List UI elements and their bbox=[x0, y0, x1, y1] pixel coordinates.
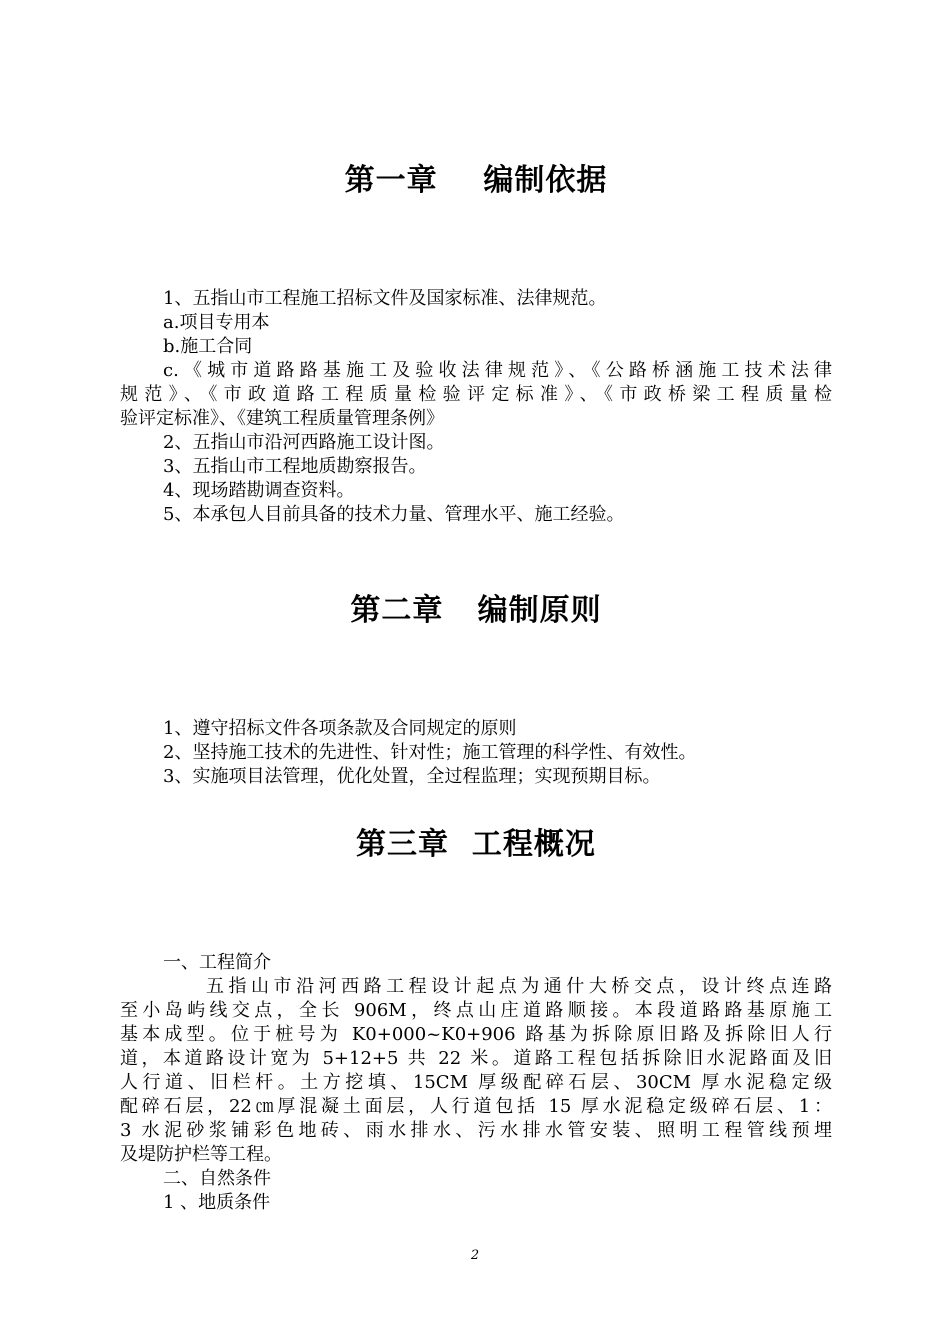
chapter-2-body bbox=[120, 717, 832, 789]
intro-paragraph-line-2: 至小岛屿线交点，全长 906M，终点山庄道路顺接。本段道路路基原施工 bbox=[120, 1000, 832, 1021]
basis-item-1: 1、五指山市工程施工招标文件及国家标准、法律规范。 bbox=[163, 288, 607, 309]
basis-item-c-line-3: 验评定标准》、《建筑工程质量管理条例》 bbox=[120, 408, 444, 429]
chapter-1-title: 第一章 编制依据 bbox=[344, 163, 608, 198]
intro-paragraph-line-4: 道，本道路设计宽为 5+12+5 共 22 米。道路工程包括拆除旧水泥路面及旧 bbox=[120, 1048, 832, 1069]
chapter-2-title: 第二章 编制原则 bbox=[350, 593, 602, 628]
chapter-3-title: 第三章 工程概况 bbox=[356, 827, 596, 862]
basis-item-5: 5、本承包人目前具备的技术力量、管理水平、施工经验。 bbox=[163, 504, 625, 525]
section-heading-natural-conditions: 二、自然条件 bbox=[163, 1168, 271, 1189]
section-heading-project-intro: 一、工程简介 bbox=[163, 952, 271, 973]
intro-paragraph-line-3: 基本成型。位于桩号为 K0+000~K0+906 路基为拆除原旧路及拆除旧人行 bbox=[120, 1024, 832, 1045]
intro-paragraph-line-5: 人行道、旧栏杆。土方挖填、15CM 厚级配碎石层、30CM 厚水泥稳定级 bbox=[120, 1072, 832, 1093]
chapter-1-body bbox=[120, 287, 832, 527]
principle-item-3: 3、实施项目法管理，优化处置，全过程监理；实现预期目标。 bbox=[163, 766, 661, 787]
basis-item-3: 3、五指山市工程地质勘察报告。 bbox=[163, 456, 427, 477]
principle-item-1: 1、遵守招标文件各项条款及合同规定的原则 bbox=[163, 718, 517, 739]
page-number: 2 bbox=[470, 1248, 480, 1263]
basis-item-c-line-1: c.《城市道路路基施工及验收法律规范》、《公路桥涵施工技术法律 bbox=[163, 360, 832, 381]
basis-item-b: b.施工合同 bbox=[163, 336, 253, 357]
basis-item-a: a.项目专用本 bbox=[163, 312, 270, 333]
basis-item-4: 4、现场踏勘调查资料。 bbox=[163, 480, 355, 501]
basis-item-c-line-2: 规范》、《市政道路工程质量检验评定标准》、《市政桥梁工程质量检 bbox=[120, 384, 832, 405]
principle-item-2: 2、坚持施工技术的先进性、针对性；施工管理的科学性、有效性。 bbox=[163, 742, 697, 763]
basis-item-2: 2、五指山市沿河西路施工设计图。 bbox=[163, 432, 445, 453]
chapter-3-body bbox=[120, 951, 832, 1215]
subsection-geology: 1 、地质条件 bbox=[163, 1192, 271, 1213]
intro-paragraph-line-8: 及堤防护栏等工程。 bbox=[120, 1144, 282, 1165]
intro-paragraph-line-6: 配碎石层，22㎝厚混凝土面层，人行道包括 15 厚水泥稳定级碎石层、1： bbox=[120, 1096, 832, 1117]
intro-paragraph-line-1: 五指山市沿河西路工程设计起点为通什大桥交点，设计终点连路 bbox=[206, 976, 832, 997]
intro-paragraph-line-7: 3 水泥砂浆铺彩色地砖、雨水排水、污水排水管安装、照明工程管线预埋 bbox=[120, 1120, 832, 1141]
